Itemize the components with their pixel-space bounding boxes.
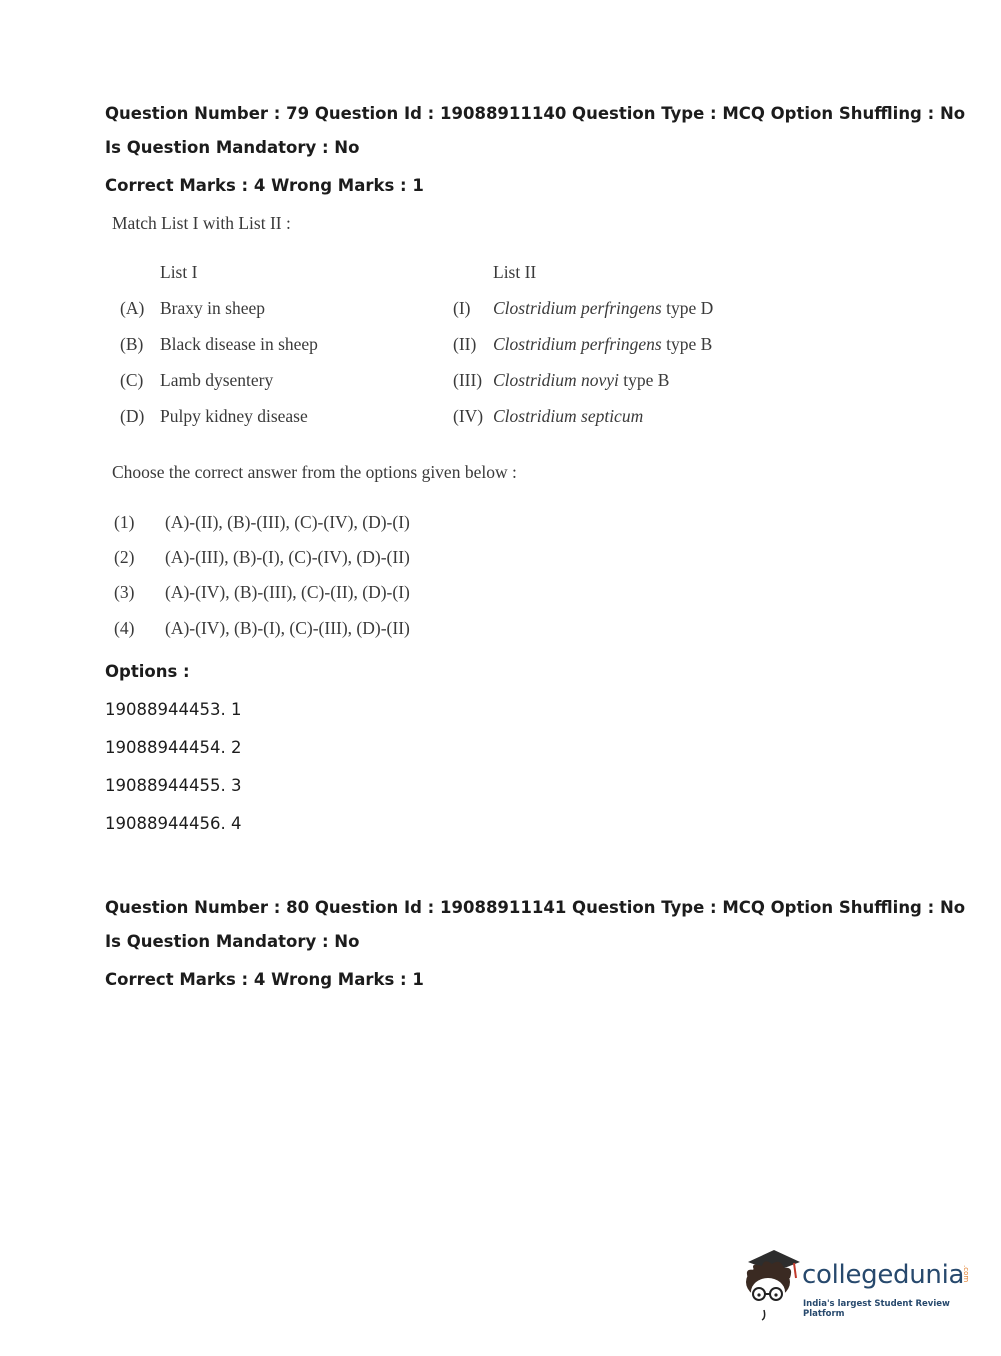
q79-header: Question Number : 79 Question Id : 19088911140 Question Type : MCQ Option Shuffling : No (105, 104, 966, 123)
logo-wordmark: collegedunia (802, 1260, 965, 1290)
list1-label: (C) (120, 370, 144, 390)
options-title: Options : (105, 662, 190, 681)
list2-type: type B (618, 370, 670, 390)
answer-text: (A)-(II), (B)-(III), (C)-(IV), (D)-(I) (165, 512, 410, 532)
list2-item (493, 370, 669, 391)
answer-number: (2) (114, 547, 135, 567)
collegedunia-logo (740, 1248, 975, 1323)
list1-title: List I (160, 262, 198, 282)
list2-label: (IV) (453, 406, 484, 426)
q79-mandatory: Is Question Mandatory : No (105, 138, 360, 157)
choose-instruction: Choose the correct answer from the options given below : (112, 462, 517, 482)
list2-type: type B (661, 334, 713, 354)
list2-title: List II (493, 262, 537, 282)
logo-tagline: India's largest Student Review Platform (803, 1299, 950, 1319)
mascot-icon (740, 1248, 802, 1323)
answer-text: (A)-(IV), (B)-(III), (C)-(II), (D)-(I) (165, 582, 410, 602)
list1-item: Braxy in sheep (160, 298, 265, 318)
list2-organism: Clostridium novyi (493, 370, 619, 390)
list2-type: type D (661, 298, 714, 318)
q80-mandatory: Is Question Mandatory : No (105, 932, 360, 951)
list2-label: (I) (453, 298, 471, 318)
logo-com: .com (962, 1265, 970, 1283)
answer-text: (A)-(III), (B)-(I), (C)-(IV), (D)-(II) (165, 547, 410, 567)
list2-organism: Clostridium septicum (493, 406, 644, 426)
answer-number: (4) (114, 618, 135, 638)
list2-label: (II) (453, 334, 477, 354)
answer-text: (A)-(IV), (B)-(I), (C)-(III), (D)-(II) (165, 618, 410, 638)
option-item: 19088944453. 1 (105, 700, 242, 719)
question-prompt: Match List I with List II : (112, 213, 291, 233)
list2-organism: Clostridium perfringens (493, 298, 662, 318)
list1-item: Black disease in sheep (160, 334, 318, 354)
list2-item (493, 298, 713, 319)
list1-item: Pulpy kidney disease (160, 406, 308, 426)
q80-marks: Correct Marks : 4 Wrong Marks : 1 (105, 970, 424, 989)
q79-marks: Correct Marks : 4 Wrong Marks : 1 (105, 176, 424, 195)
option-item: 19088944454. 2 (105, 738, 242, 757)
list1-label: (D) (120, 406, 145, 426)
q80-header: Question Number : 80 Question Id : 19088911141 Question Type : MCQ Option Shuffling : No (105, 898, 966, 917)
answer-number: (3) (114, 582, 135, 602)
option-item: 19088944455. 3 (105, 776, 242, 795)
list1-item: Lamb dysentery (160, 370, 274, 390)
list2-label: (III) (453, 370, 483, 390)
answer-number: (1) (114, 512, 135, 532)
list2-organism: Clostridium perfringens (493, 334, 662, 354)
list1-label: (B) (120, 334, 144, 354)
list2-item (493, 406, 643, 427)
list1-label: (A) (120, 298, 145, 318)
option-item: 19088944456. 4 (105, 814, 242, 833)
list2-item (493, 334, 712, 355)
